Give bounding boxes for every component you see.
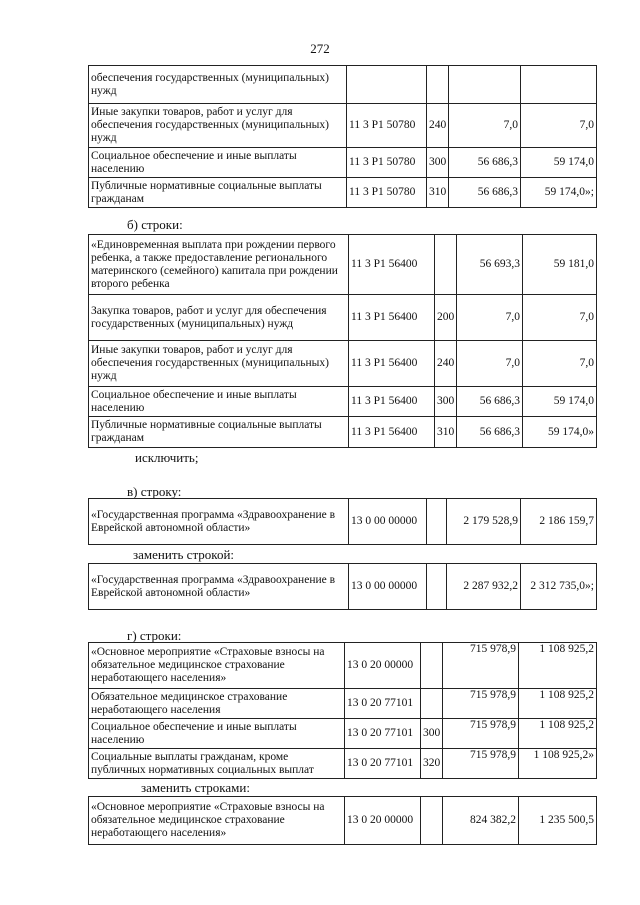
- section-g-heading: г) строки:: [127, 628, 182, 643]
- row-code: 11 3 P1 56400: [349, 417, 435, 448]
- table-row: [89, 749, 597, 779]
- row-code: 11 3 P1 56400: [349, 235, 435, 295]
- table-row: [89, 643, 597, 689]
- table-row: [89, 719, 597, 749]
- row-vr: 300: [421, 719, 443, 749]
- row-vr: [421, 689, 443, 719]
- section-v-heading: в) строку:: [127, 484, 182, 499]
- section-b-exclude-text: исключить;: [135, 450, 199, 465]
- budget-table-section-g-replacement: [88, 796, 597, 845]
- row-value-2: 1 108 925,2: [519, 689, 597, 719]
- row-value-2: 59 174,0»;: [521, 178, 597, 208]
- row-value-2: 1 108 925,2: [519, 719, 597, 749]
- row-name: «Основное мероприятие «Страховые взносы на обязательное медицинское страхование неработающего населения»: [89, 643, 345, 689]
- table-row: [89, 341, 597, 387]
- row-code: 11 3 P1 50780: [347, 178, 427, 208]
- budget-table-section-v-replacement: [88, 563, 597, 610]
- row-vr: [427, 564, 447, 610]
- row-name: Обязательное медицинское страхование неработающего населения: [89, 689, 345, 719]
- row-value-2: 59 174,0: [521, 148, 597, 178]
- row-vr: 320: [421, 749, 443, 779]
- table-row: [89, 797, 597, 845]
- row-value-2: 59 174,0»: [523, 417, 597, 448]
- row-name: Социальное обеспечение и иные выплаты населению: [89, 719, 345, 749]
- row-value-1: 824 382,2: [443, 797, 519, 845]
- row-value-1: 715 978,9: [443, 719, 519, 749]
- row-value-1: 7,0: [457, 295, 523, 341]
- row-name: «Основное мероприятие «Страховые взносы на обязательное медицинское страхование неработающего населения»: [89, 797, 345, 845]
- row-value-1: 56 686,3: [449, 178, 521, 208]
- row-code: [347, 66, 427, 104]
- table-row: [89, 178, 597, 208]
- row-value-2: 59 181,0: [523, 235, 597, 295]
- row-code: 13 0 20 00000: [345, 643, 421, 689]
- row-code: 13 0 20 77101: [345, 689, 421, 719]
- row-value-2: 7,0: [523, 341, 597, 387]
- budget-table-section-g: [88, 642, 597, 779]
- row-code: 11 3 P1 56400: [349, 295, 435, 341]
- row-name: «Единовременная выплата при рождении первого ребенка, а также предоставление регионального материнского (семейного) капитала при рождении второго ребенка: [89, 235, 349, 295]
- row-code: 11 3 P1 56400: [349, 387, 435, 417]
- table-row: [89, 295, 597, 341]
- row-value-1: 715 978,9: [443, 749, 519, 779]
- budget-table-section-v: [88, 498, 597, 545]
- section-g-replace-heading: заменить строками:: [141, 780, 250, 795]
- budget-table-section-b: [88, 234, 597, 448]
- row-name: обеспечения государственных (муниципальных) нужд: [89, 66, 347, 104]
- row-name: Публичные нормативные социальные выплаты гражданам: [89, 417, 349, 448]
- row-vr: [427, 66, 449, 104]
- row-name: «Государственная программа «Здравоохранение в Еврейской автономной области»: [89, 564, 349, 610]
- row-name: Закупка товаров, работ и услуг для обеспечения государственных (муниципальных) нужд: [89, 295, 349, 341]
- section-v-replace-heading: заменить строкой:: [133, 547, 235, 562]
- row-vr: [427, 499, 447, 545]
- row-value-2: 2 186 159,7: [521, 499, 597, 545]
- row-value-1: 56 686,3: [449, 148, 521, 178]
- row-value-1: 56 686,3: [457, 417, 523, 448]
- row-name: Иные закупки товаров, работ и услуг для обеспечения государственных (муниципальных) нужд: [89, 104, 347, 148]
- row-value-1: 56 686,3: [457, 387, 523, 417]
- row-name: «Государственная программа «Здравоохранение в Еврейской автономной области»: [89, 499, 349, 545]
- row-value-2: 1 108 925,2: [519, 643, 597, 689]
- row-vr: [421, 797, 443, 845]
- section-b-heading: б) строки:: [127, 217, 183, 232]
- row-value-1: 2 179 528,9: [447, 499, 521, 545]
- row-code: 11 3 P1 56400: [349, 341, 435, 387]
- row-value-2: 1 108 925,2»: [519, 749, 597, 779]
- row-code: 13 0 20 77101: [345, 719, 421, 749]
- row-value-1: 715 978,9: [443, 643, 519, 689]
- row-code: 13 0 20 77101: [345, 749, 421, 779]
- row-vr: 200: [435, 295, 457, 341]
- table-row: [89, 387, 597, 417]
- row-name: Публичные нормативные социальные выплаты гражданам: [89, 178, 347, 208]
- row-code: 11 3 P1 50780: [347, 104, 427, 148]
- table-row: [89, 499, 597, 545]
- row-name: Социальные выплаты гражданам, кроме публичных нормативных социальных выплат: [89, 749, 345, 779]
- row-value-2: 59 174,0: [523, 387, 597, 417]
- row-vr: 300: [435, 387, 457, 417]
- row-vr: 310: [427, 178, 449, 208]
- row-name: Социальное обеспечение и иные выплаты населению: [89, 387, 349, 417]
- row-value-1: 7,0: [449, 104, 521, 148]
- row-value-1: [449, 66, 521, 104]
- row-code: 11 3 P1 50780: [347, 148, 427, 178]
- row-vr: 300: [427, 148, 449, 178]
- row-code: 13 0 00 00000: [349, 564, 427, 610]
- row-value-1: 2 287 932,2: [447, 564, 521, 610]
- row-value-2: 2 312 735,0»;: [521, 564, 597, 610]
- row-value-1: 715 978,9: [443, 689, 519, 719]
- row-code: 13 0 00 00000: [349, 499, 427, 545]
- row-value-1: 7,0: [457, 341, 523, 387]
- row-value-2: 1 235 500,5: [519, 797, 597, 845]
- row-vr: 240: [435, 341, 457, 387]
- table-row: [89, 417, 597, 448]
- row-vr: [435, 235, 457, 295]
- table-row: [89, 148, 597, 178]
- budget-table-continuation: [88, 65, 597, 208]
- row-value-1: 56 693,3: [457, 235, 523, 295]
- row-value-2: 7,0: [523, 295, 597, 341]
- table-row: [89, 235, 597, 295]
- table-row: [89, 104, 597, 148]
- row-code: 13 0 20 00000: [345, 797, 421, 845]
- row-name: Иные закупки товаров, работ и услуг для обеспечения государственных (муниципальных) нужд: [89, 341, 349, 387]
- row-vr: [421, 643, 443, 689]
- table-row: [89, 689, 597, 719]
- row-vr: 240: [427, 104, 449, 148]
- row-vr: 310: [435, 417, 457, 448]
- row-name: Социальное обеспечение и иные выплаты населению: [89, 148, 347, 178]
- row-value-2: [521, 66, 597, 104]
- page-number: 272: [310, 41, 330, 56]
- table-row: [89, 564, 597, 610]
- table-row: [89, 66, 597, 104]
- row-value-2: 7,0: [521, 104, 597, 148]
